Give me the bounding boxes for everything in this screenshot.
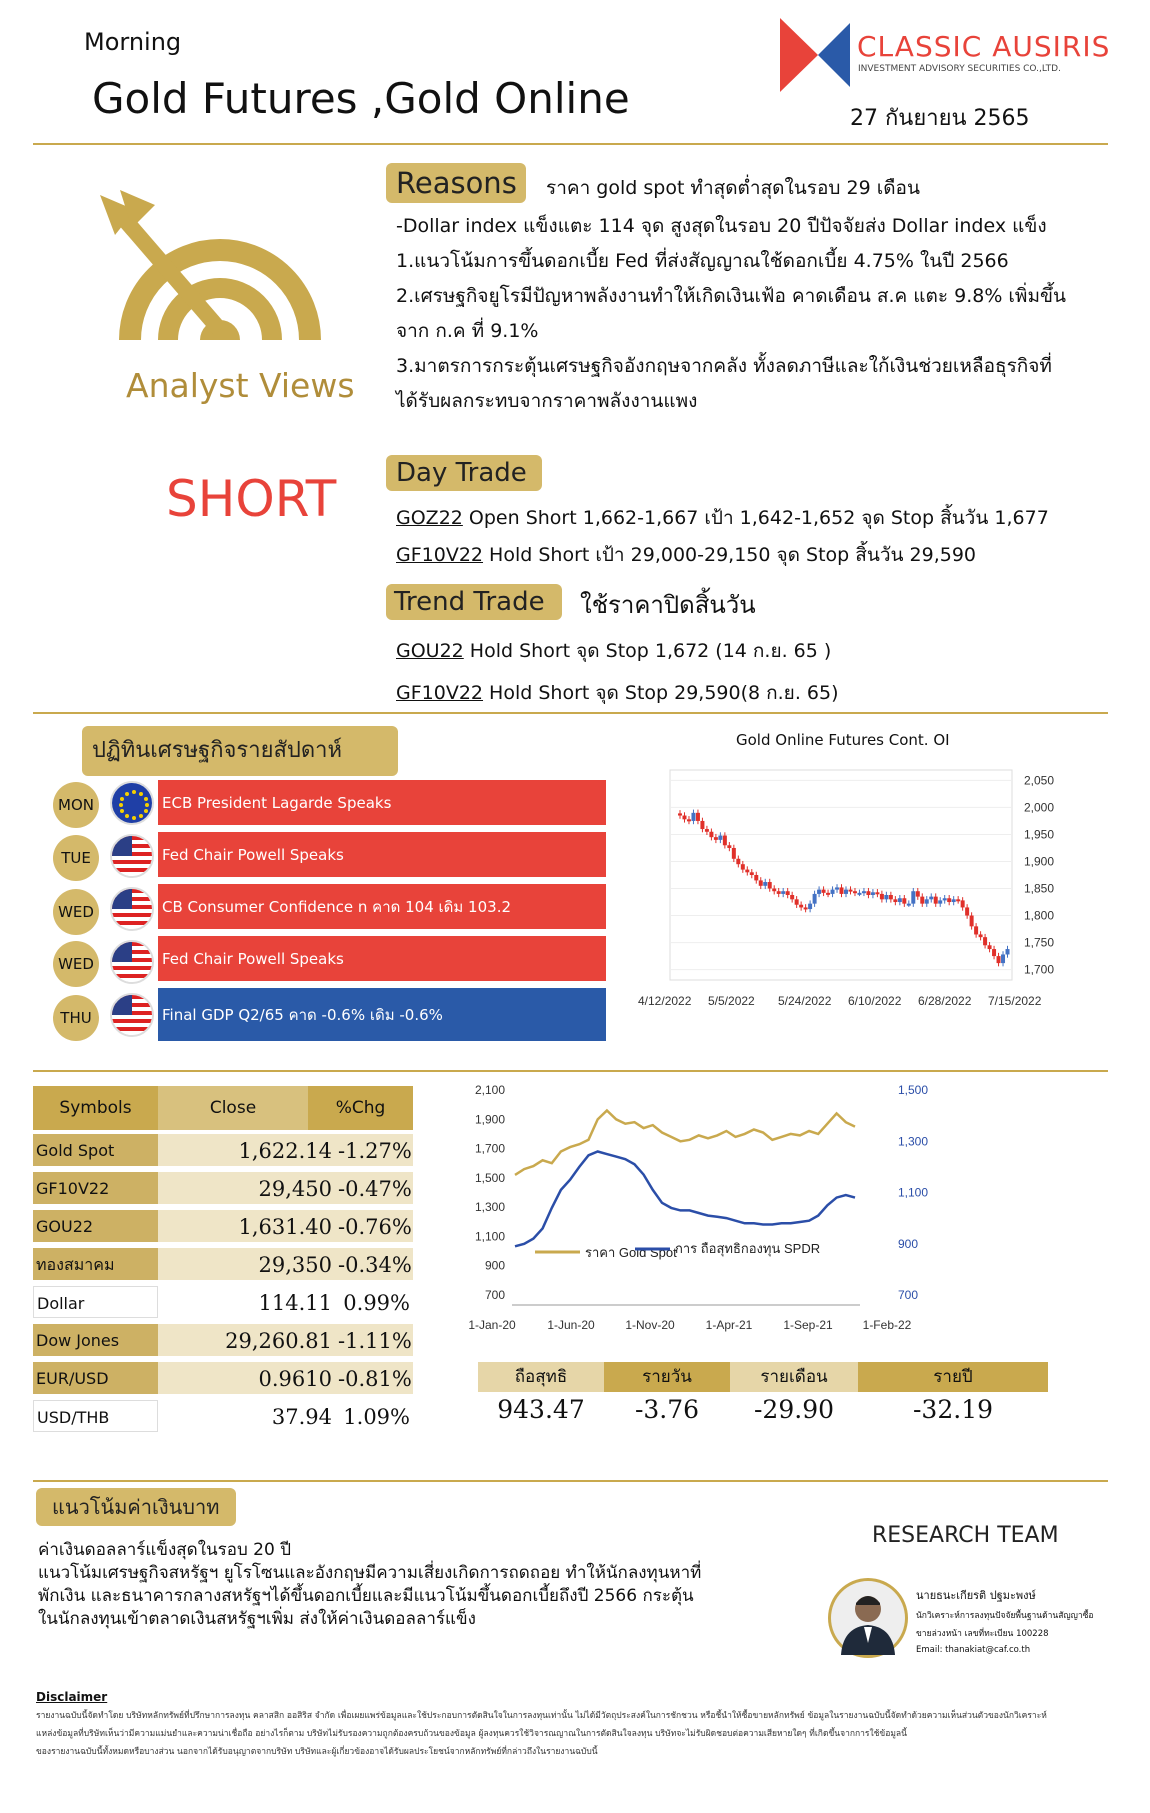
candle-body — [840, 887, 844, 893]
x-tick-label: 5/5/2022 — [708, 994, 755, 1008]
target-icon — [70, 180, 370, 380]
candle-body — [808, 904, 812, 909]
candle-body — [1001, 954, 1005, 963]
candle-body — [745, 870, 749, 873]
company-subtitle: INVESTMENT ADVISORY SECURITIES CO.,LTD. — [858, 64, 1061, 74]
candle-body — [790, 895, 794, 899]
candle-body — [777, 891, 781, 894]
candle-body — [929, 897, 933, 900]
us-flag-icon — [110, 887, 154, 931]
spdr-header-yearly: รายปี — [858, 1362, 1048, 1392]
candle-body — [804, 907, 808, 909]
candle-body — [857, 893, 861, 895]
company-logo — [780, 18, 850, 92]
table-cell-chg: -1.27% — [338, 1134, 413, 1166]
legend-label: ราคา Gold Spot — [585, 1245, 677, 1260]
signal-short: SHORT — [166, 470, 337, 528]
table-cell-close: 29,350 — [158, 1248, 338, 1280]
candle-body — [979, 934, 983, 937]
day-trade-text: Hold Short เป้า 29,000-29,150 จุด Stop สิ้นวัน 29,590 — [483, 544, 977, 566]
candle-body — [759, 880, 763, 885]
candle-body — [723, 836, 727, 846]
table-row — [33, 1172, 413, 1206]
table-cell-symbol: Dow Jones — [33, 1324, 158, 1356]
x-tick-label: 5/24/2022 — [778, 994, 832, 1008]
divider — [33, 143, 1108, 145]
divider — [33, 1480, 1108, 1482]
baht-badge: แนวโน้มค่าเงินบาท — [36, 1488, 236, 1526]
reason-line: จาก ก.ค ที่ 9.1% — [396, 320, 539, 342]
candle-body — [696, 813, 700, 821]
candle-chart — [620, 760, 1070, 1055]
table-cell-chg: -0.81% — [338, 1362, 413, 1394]
candle-body — [754, 875, 758, 880]
y-left-tick-label: 700 — [484, 1288, 505, 1302]
trend-trade-text: Hold Short จุด Stop 1,672 (14 ก.ย. 65 ) — [463, 640, 832, 662]
disclaimer-line: รายงานฉบับนี้จัดทำโดย บริษัทหลักทรัพย์ที่ปรึกษาการลงทุน คลาสสิก ออสิริส จำกัด เพื่อเผยแพร่ข้อมูลและใช้ประกอบการตัดสินใจในการลงทุนเท่านั้น ไม่ได้มีวัตถุประสงค์ในการชักชวน หรือชี้นำให้ซื้อขายหลักทรัพย์ ข้อมูลในรายงานฉบับนี้จัดทำด้วยความเห็นส่วนตัวของนักวิเคราะห์ — [36, 1711, 1047, 1721]
trend-trade-symbol[interactable]: GOU22 — [396, 640, 464, 662]
table-header-close: Close — [158, 1086, 308, 1130]
table-row — [33, 1248, 413, 1282]
x-tick-label: 6/10/2022 — [848, 994, 902, 1008]
x-tick-label: 6/28/2022 — [918, 994, 972, 1008]
day-trade-symbol[interactable]: GOZ22 — [396, 507, 463, 529]
table-row — [33, 1134, 413, 1168]
x-tick-label: 7/15/2022 — [988, 994, 1042, 1008]
candle-body — [813, 894, 817, 904]
day-badge: WED — [53, 941, 99, 987]
series-line — [515, 1111, 855, 1175]
legend-label: การ ถือสุทธิกองทุน SPDR — [675, 1241, 821, 1256]
day-badge: MON — [53, 782, 99, 828]
reason-line: 2.เศรษฐกิจยูโรมีปัญหาพลังงานทำให้เกิดเงินเฟ้อ คาดเดือน ส.ค แตะ 9.8% เพิ่มขึ้น — [396, 285, 1066, 307]
candle-body — [938, 900, 942, 903]
candle-body — [898, 898, 902, 902]
candle-body — [678, 813, 682, 815]
calendar-title: ปฏิทินเศรษฐกิจรายสัปดาห์ — [82, 726, 398, 776]
us-flag-icon — [110, 993, 154, 1037]
candle-body — [795, 899, 799, 904]
candle-body — [853, 891, 857, 893]
candle-body — [741, 864, 745, 869]
table-cell-symbol: USD/THB — [33, 1400, 158, 1432]
calendar-event: CB Consumer Confidence n คาด 104 เดิม 103.2 — [158, 884, 606, 932]
table-cell-close: 0.9610 — [158, 1362, 338, 1394]
us-flag-icon — [110, 834, 154, 878]
spdr-value-monthly: -29.90 — [753, 1395, 835, 1424]
analyst-name: นายธนะเกียรติ ปฐมะพงษ์ — [916, 1589, 1036, 1602]
disclaimer-line: ของรายงานฉบับนี้ทั้งหมดหรือบางส่วน นอกจากได้รับอนุญาตจากบริษัท บริษัทและผู้เกี่ยวข้องอาจได้รับผลประโยชน์จากหลักทรัพย์ที่กล่าวถึงในรายงานฉบับนี้ — [36, 1747, 598, 1757]
analyst-license: ขายล่วงหน้า เลขที่ทะเบียน 100228 — [916, 1629, 1049, 1639]
baht-line: พักเงิน และธนาคารกลางสหรัฐฯได้ขึ้นดอกเบี้ยและมีแนวโน้มขึ้นดอกเบี้ยถึงปี 2566 กระตุ้น — [38, 1586, 694, 1606]
candle-body — [714, 837, 718, 840]
spdr-header-monthly: รายเดือน — [730, 1362, 858, 1392]
candle-chart-title: Gold Online Futures Cont. OI — [736, 731, 950, 749]
day-trade-symbol[interactable]: GF10V22 — [396, 544, 484, 566]
candle-body — [763, 882, 767, 886]
table-cell-close: 29,450 — [158, 1172, 338, 1204]
candle-body — [727, 845, 731, 848]
x-tick-label: 1-Apr-21 — [705, 1318, 753, 1332]
reasons-headline: ราคา gold spot ทำสุดต่ำสุดในรอบ 29 เดือน — [546, 177, 920, 199]
series-line — [515, 1152, 855, 1247]
trend-trade-symbol[interactable]: GF10V22 — [396, 682, 484, 704]
header-morning: Morning — [84, 28, 182, 56]
candle-body — [718, 836, 722, 840]
table-cell-symbol: Dollar — [33, 1286, 158, 1318]
y-right-tick-label: 700 — [898, 1288, 919, 1302]
y-left-tick-label: 1,100 — [474, 1229, 505, 1244]
report-date: 27 กันยายน 2565 — [850, 106, 1030, 131]
y-right-tick-label: 900 — [898, 1236, 919, 1251]
y-tick-label: 2,050 — [1024, 773, 1055, 788]
table-row — [33, 1286, 413, 1320]
day-badge: THU — [53, 995, 99, 1041]
day-badge: TUE — [53, 835, 99, 881]
page-title: Gold Futures ,Gold Online — [92, 74, 630, 123]
y-right-tick-label: 1,500 — [898, 1083, 929, 1097]
candle-body — [691, 813, 695, 821]
candle-body — [934, 897, 938, 904]
candle-body — [862, 891, 866, 893]
reason-line: -Dollar index แข็งแตะ 114 จุด สูงสุดในรอบ 20 ปีปัจจัยส่ง Dollar index แข็ง — [396, 215, 1047, 237]
candle-body — [871, 892, 875, 895]
candle-body — [911, 891, 915, 903]
trend-trade-row — [396, 636, 831, 666]
candle-body — [961, 900, 965, 907]
candle-body — [974, 926, 978, 934]
day-trade-badge: Day Trade — [386, 455, 542, 491]
candle-body — [907, 904, 911, 906]
x-tick-label: 1-Nov-20 — [625, 1318, 675, 1332]
candle-body — [786, 891, 790, 895]
candle-body — [925, 899, 929, 903]
reason-line: ได้รับผลกระทบจากราคาพลังงานแพง — [396, 390, 698, 412]
y-left-tick-label: 1,700 — [474, 1141, 505, 1156]
reason-line: 3.มาตรการกระตุ้นเศรษฐกิจอังกฤษจากคลัง ทั้งลดภาษีและใก้เงินช่วยเหลือธุรกิจที่ — [396, 355, 1052, 377]
baht-line: ค่าเงินดอลลาร์แข็งสุดในรอบ 20 ปี — [38, 1540, 291, 1560]
disclaimer-title: Disclaimer — [36, 1690, 108, 1704]
spdr-header-net: ถือสุทธิ — [478, 1362, 604, 1392]
candle-body — [732, 848, 736, 859]
candle-body — [884, 895, 888, 899]
candle-body — [1006, 949, 1010, 954]
candle-body — [799, 905, 803, 908]
y-tick-label: 1,850 — [1024, 881, 1055, 896]
table-cell-close: 114.11 — [158, 1286, 338, 1318]
trend-trade-text: Hold Short จุด Stop 29,590(8 ก.ย. 65) — [483, 682, 839, 704]
y-tick-label: 1,900 — [1024, 854, 1055, 869]
table-cell-close: 1,622.14 — [158, 1134, 338, 1166]
candle-body — [848, 890, 852, 892]
table-cell-symbol: GF10V22 — [33, 1172, 158, 1204]
candle-body — [997, 956, 1001, 963]
baht-line: ในนักลงทุนเข้าตลาดเงินสหรัฐฯเพิ่ม ส่งให้ค่าเงินดอลลาร์แข็ง — [38, 1609, 476, 1629]
y-tick-label: 1,950 — [1024, 827, 1055, 842]
analyst-email: Email: thanakiat@caf.co.th — [916, 1645, 1031, 1655]
table-cell-symbol: EUR/USD — [33, 1362, 158, 1394]
eu-flag-icon — [110, 781, 154, 825]
y-tick-label: 1,700 — [1024, 962, 1055, 977]
candle-body — [943, 898, 947, 900]
x-tick-label: 1-Jan-20 — [468, 1318, 516, 1332]
candle-body — [709, 832, 713, 837]
table-header-chg: %Chg — [308, 1086, 413, 1130]
table-cell-chg: -0.47% — [338, 1172, 413, 1204]
day-trade-text: Open Short 1,662-1,667 เป้า 1,642-1,652 จุด Stop สิ้นวัน 1,677 — [462, 507, 1049, 529]
spdr-value-net: 943.47 — [497, 1395, 585, 1424]
candle-body — [822, 890, 826, 893]
y-tick-label: 2,000 — [1024, 800, 1055, 815]
candle-body — [970, 916, 974, 927]
table-cell-close: 1,631.40 — [158, 1210, 338, 1242]
x-tick-label: 4/12/2022 — [638, 994, 692, 1008]
candle-body — [988, 945, 992, 949]
candle-body — [947, 898, 951, 902]
table-cell-close: 29,260.81 — [158, 1324, 338, 1356]
gold-spdr-chart — [460, 1080, 1060, 1340]
table-cell-chg: -0.76% — [338, 1210, 413, 1242]
candle-body — [835, 887, 839, 889]
table-header-symbols: Symbols — [33, 1086, 158, 1130]
x-tick-label: 1-Feb-22 — [862, 1318, 912, 1332]
calendar-event: Final GDP Q2/65 คาด -0.6% เดิม -0.6% — [158, 988, 606, 1044]
analyst-role: นักวิเคราะห์การลงทุนปัจจัยพื้นฐานด้านสัญญาซื้อ — [916, 1611, 1094, 1621]
table-row — [33, 1324, 413, 1358]
disclaimer-line: แหล่งข้อมูลที่บริษัทเห็นว่ามีความแม่นยำและความน่าเชื่อถือ อย่างไรก็ตาม บริษัทไม่รับรองความถูกต้องครบถ้วนของข้อมูล ผู้ลงทุนควรใช้วิจารณญาณในการตัดสินใจลงทุน บริษัทจะไม่รับผิดชอบต่อความเสียหายใดๆ ที่เกิดขึ้นจากการใช้ข้อมูลนี้ — [36, 1729, 907, 1739]
candle-body — [750, 872, 754, 875]
candle-body — [826, 893, 830, 895]
candle-body — [700, 821, 704, 829]
table-row — [33, 1210, 413, 1244]
y-left-tick-label: 1,500 — [474, 1170, 505, 1185]
candle-body — [920, 897, 924, 904]
baht-line: แนวโน้มเศรษฐกิจสหรัฐฯ ยูโรโซนและอังกฤษมีความเสี่ยงเกิดการถดถอย ทำให้นักลงทุนหาที่ — [38, 1563, 702, 1583]
divider — [33, 1070, 1108, 1072]
candle-body — [880, 894, 884, 899]
candle-body — [902, 898, 906, 903]
table-cell-chg: -1.11% — [338, 1324, 413, 1356]
analyst-views-label: Analyst Views — [126, 366, 355, 405]
table-cell-symbol: GOU22 — [33, 1210, 158, 1242]
spdr-value-daily: -3.76 — [634, 1395, 700, 1424]
reason-line: 1.แนวโน้มการขึ้นดอกเบี้ย Fed ที่ส่งสัญญาณใช้ดอกเบี้ย 4.75% ในปี 2566 — [396, 250, 1009, 272]
table-row — [33, 1362, 413, 1396]
day-badge: WED — [53, 889, 99, 935]
table-cell-chg: 1.09% — [338, 1400, 413, 1432]
y-tick-label: 1,750 — [1024, 935, 1055, 950]
y-left-tick-label: 1,300 — [474, 1200, 505, 1215]
candle-body — [866, 891, 870, 895]
candle-body — [831, 890, 835, 894]
calendar-event: Fed Chair Powell Speaks — [158, 936, 606, 984]
candle-body — [687, 819, 691, 821]
table-row — [33, 1400, 413, 1434]
candle-body — [952, 899, 956, 902]
y-right-tick-label: 1,100 — [898, 1185, 929, 1200]
candle-body — [889, 895, 893, 899]
trend-trade-row — [396, 678, 839, 708]
day-trade-row — [396, 540, 976, 570]
x-tick-label: 1-Sep-21 — [783, 1318, 833, 1332]
y-right-tick-label: 1,300 — [898, 1134, 929, 1149]
table-cell-chg: -0.34% — [338, 1248, 413, 1280]
y-left-tick-label: 900 — [484, 1258, 505, 1273]
calendar-event: Fed Chair Powell Speaks — [158, 832, 606, 880]
calendar-event: ECB President Lagarde Speaks — [158, 780, 606, 828]
candle-body — [817, 890, 821, 894]
candle-body — [916, 891, 920, 896]
research-team-title: RESEARCH TEAM — [872, 1523, 1059, 1548]
candle-body — [965, 907, 969, 915]
y-left-tick-label: 2,100 — [474, 1083, 505, 1097]
company-name: CLASSIC AUSIRIS — [857, 30, 1111, 63]
candle-body — [992, 949, 996, 956]
analyst-avatar — [828, 1578, 908, 1658]
table-cell-close: 37.94 — [158, 1400, 338, 1432]
table-cell-symbol: Gold Spot — [33, 1134, 158, 1166]
table-cell-chg: 0.99% — [338, 1286, 413, 1318]
candle-body — [844, 890, 848, 894]
candle-body — [682, 816, 686, 820]
y-left-tick-label: 1,900 — [474, 1112, 505, 1127]
candle-body — [736, 859, 740, 864]
candle-body — [781, 891, 785, 894]
reasons-badge: Reasons — [386, 163, 526, 203]
candle-body — [875, 892, 879, 894]
us-flag-icon — [110, 940, 154, 984]
candle-body — [772, 889, 776, 892]
candle-body — [768, 882, 772, 888]
trend-trade-note: ใช้ราคาปิดสิ้นวัน — [580, 591, 756, 619]
candle-body — [893, 899, 897, 902]
y-tick-label: 1,800 — [1024, 908, 1055, 923]
spdr-header-daily: รายวัน — [604, 1362, 730, 1392]
candle-body — [983, 937, 987, 945]
divider — [33, 712, 1108, 714]
trend-trade-badge: Trend Trade — [386, 584, 562, 620]
table-cell-symbol: ทองสมาคม — [33, 1248, 158, 1280]
symbols-table — [33, 1086, 413, 1130]
spdr-value-yearly: -32.19 — [912, 1395, 994, 1424]
candle-body — [705, 829, 709, 832]
day-trade-row — [396, 503, 1049, 533]
plot-area — [670, 770, 1012, 980]
x-tick-label: 1-Jun-20 — [547, 1318, 595, 1332]
candle-body — [956, 899, 960, 901]
